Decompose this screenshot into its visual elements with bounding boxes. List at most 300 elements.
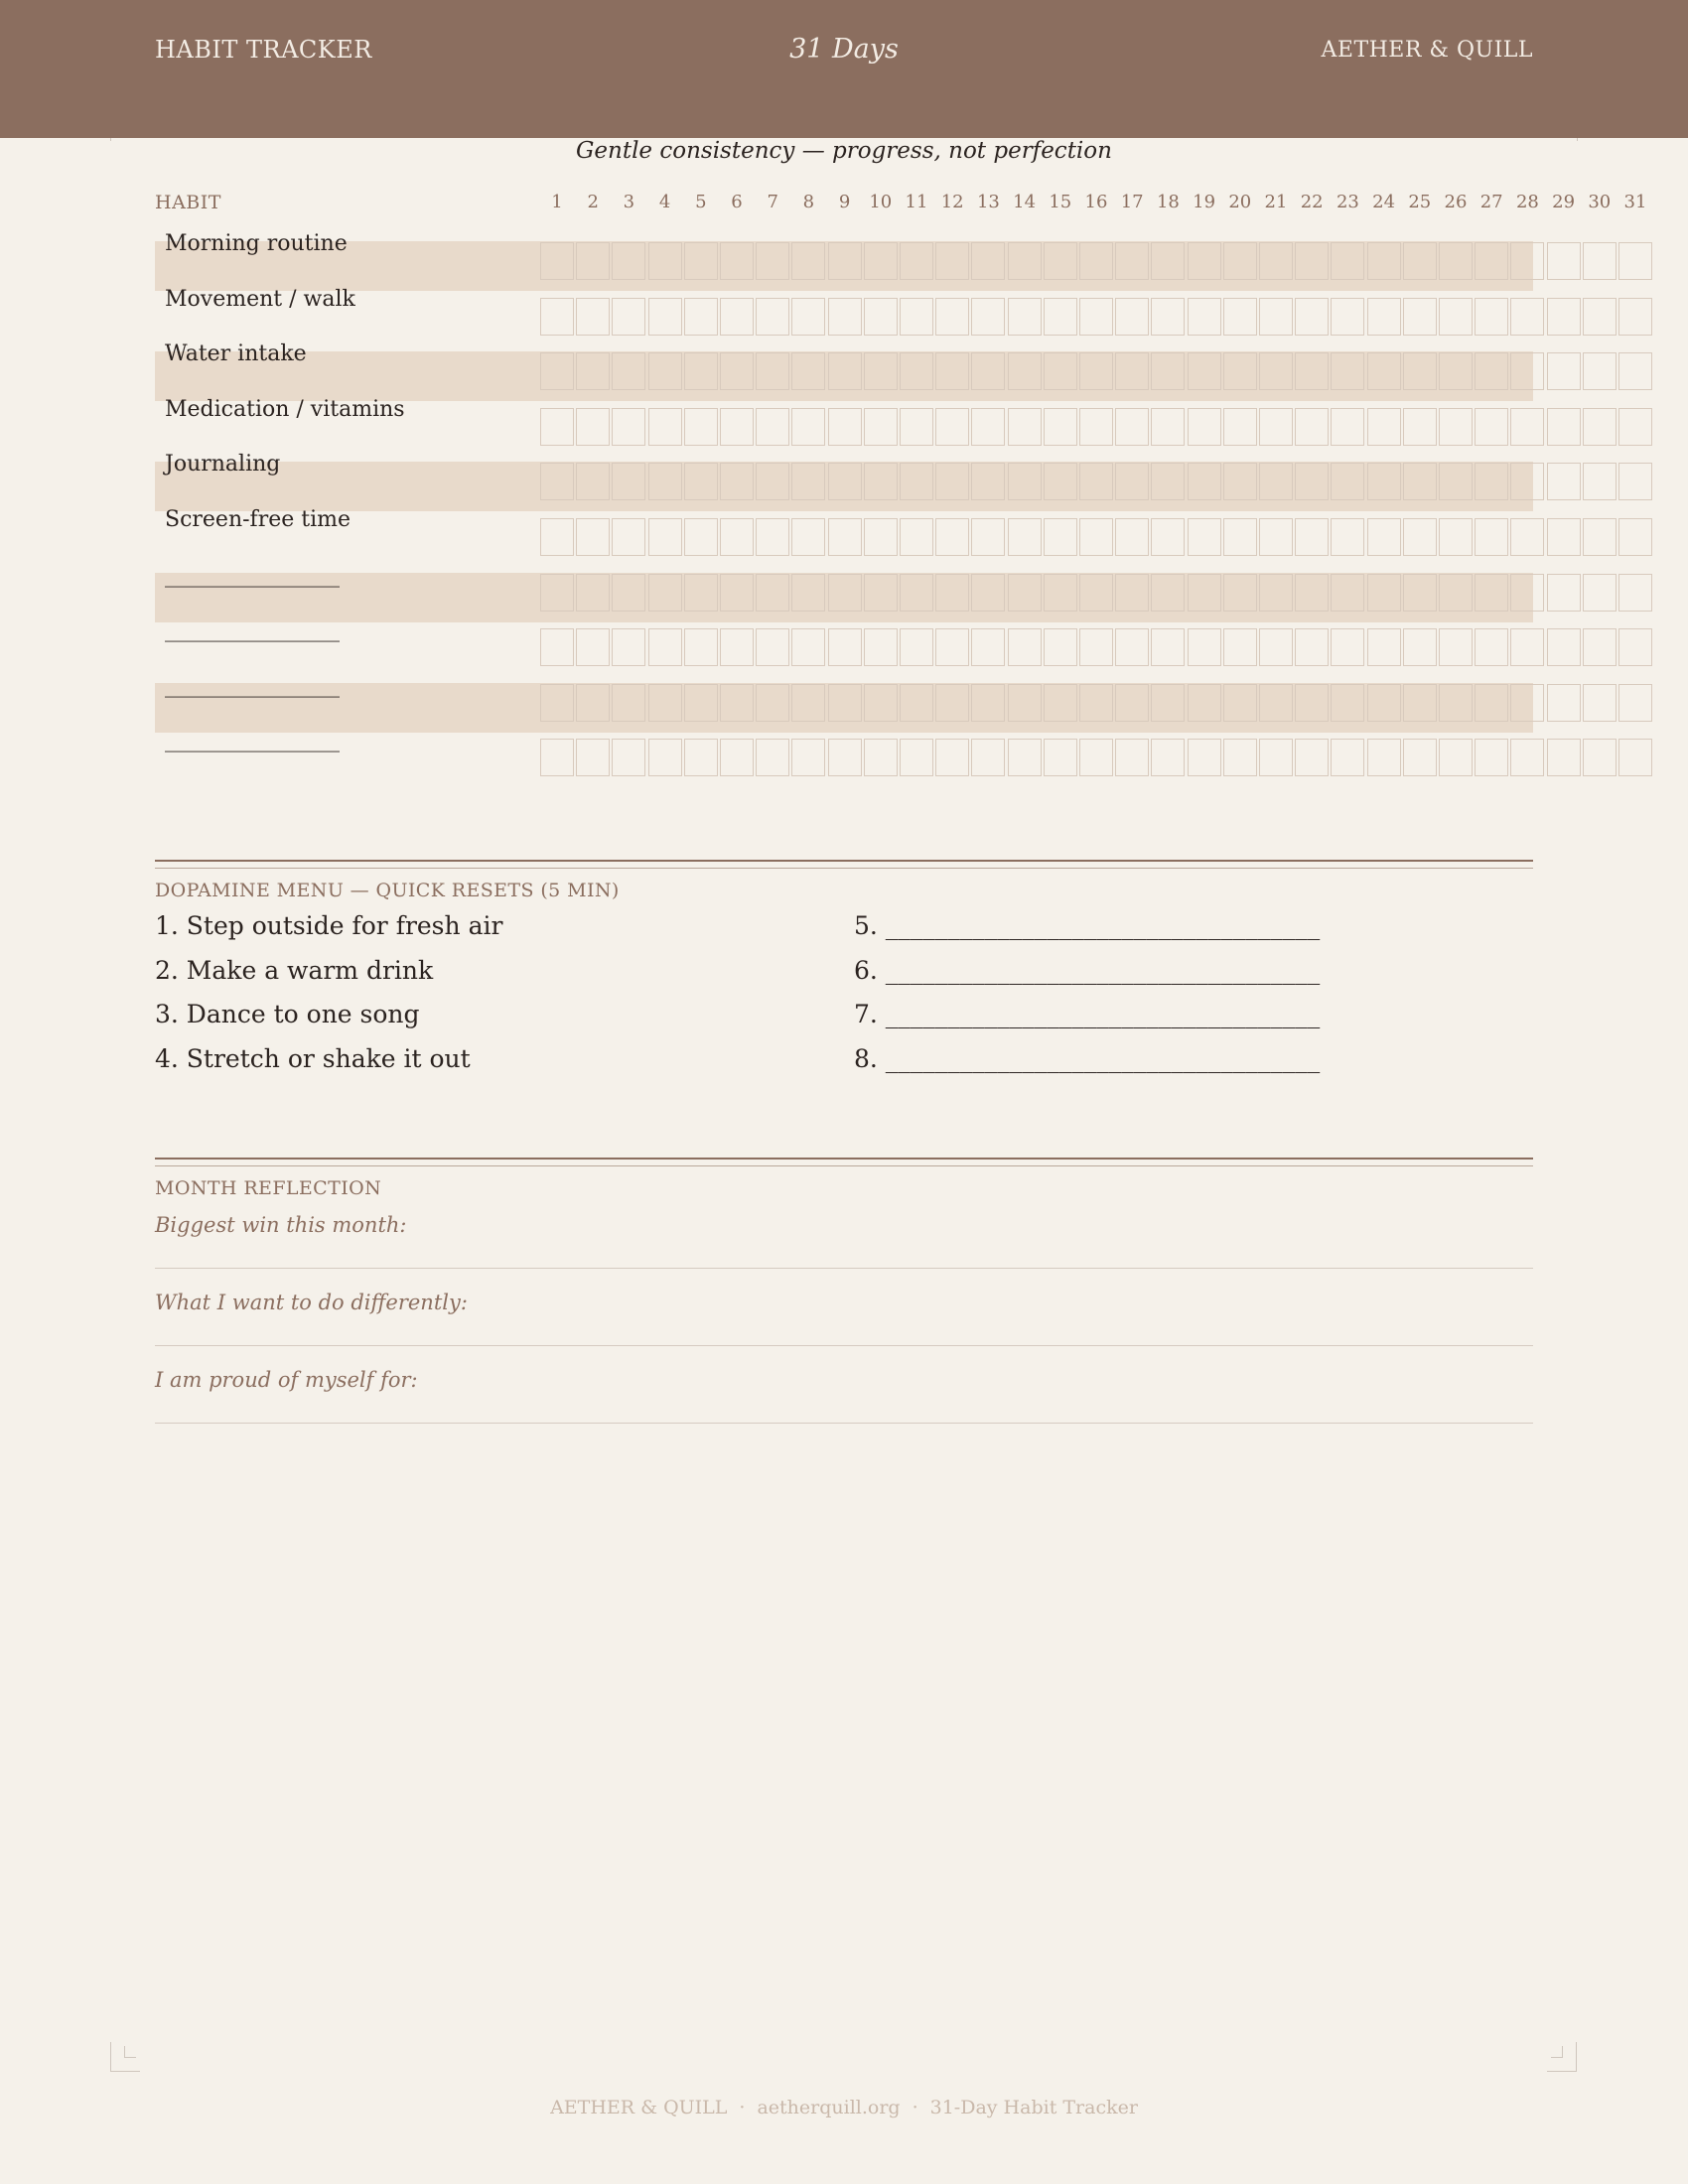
habit-checkbox-cell[interactable] [1439, 574, 1473, 612]
habit-checkbox-cell[interactable] [971, 298, 1005, 336]
habit-checkbox-cell[interactable] [1295, 352, 1329, 390]
habit-checkbox-cell[interactable] [1618, 352, 1652, 390]
habit-checkbox-cell[interactable] [828, 298, 862, 336]
habit-checkbox-cell[interactable] [1583, 684, 1617, 722]
habit-checkbox-cell[interactable] [540, 408, 574, 446]
habit-checkbox-cell[interactable] [1439, 463, 1473, 500]
habit-checkbox-cell[interactable] [1223, 739, 1257, 776]
habit-checkbox-cell[interactable] [971, 463, 1005, 500]
habit-checkbox-cell[interactable] [1259, 574, 1293, 612]
habit-checkbox-cell[interactable] [971, 352, 1005, 390]
habit-checkbox-cell[interactable] [1188, 463, 1221, 500]
habit-checkbox-cell[interactable] [1223, 518, 1257, 556]
habit-checkbox-cell[interactable] [1151, 298, 1185, 336]
habit-checkbox-cell[interactable] [720, 242, 754, 280]
habit-checkbox-cell[interactable] [1510, 352, 1544, 390]
habit-checkbox-cell[interactable] [1188, 628, 1221, 666]
habit-checkbox-cell[interactable] [1295, 684, 1329, 722]
habit-checkbox-cell[interactable] [1115, 739, 1149, 776]
habit-checkbox-cell[interactable] [1079, 298, 1113, 336]
habit-checkbox-cell[interactable] [791, 739, 825, 776]
habit-checkbox-cell[interactable] [935, 574, 969, 612]
habit-checkbox-cell[interactable] [828, 408, 862, 446]
habit-checkbox-cell[interactable] [1331, 628, 1364, 666]
habit-checkbox-cell[interactable] [1475, 408, 1508, 446]
habit-checkbox-cell[interactable] [1331, 408, 1364, 446]
habit-checkbox-cell[interactable] [1475, 574, 1508, 612]
habit-checkbox-cell[interactable] [648, 518, 682, 556]
habit-checkbox-cell[interactable] [1439, 628, 1473, 666]
habit-checkbox-cell[interactable] [1618, 518, 1652, 556]
habit-checkbox-cell[interactable] [900, 242, 933, 280]
habit-checkbox-cell[interactable] [576, 352, 610, 390]
habit-checkbox-cell[interactable] [612, 684, 645, 722]
habit-checkbox-cell[interactable] [540, 352, 574, 390]
habit-checkbox-cell[interactable] [648, 684, 682, 722]
habit-checkbox-cell[interactable] [828, 518, 862, 556]
habit-checkbox-cell[interactable] [1618, 739, 1652, 776]
habit-checkbox-cell[interactable] [935, 298, 969, 336]
habit-checkbox-cell[interactable] [756, 628, 789, 666]
habit-checkbox-cell[interactable] [1079, 463, 1113, 500]
habit-checkbox-cell[interactable] [576, 684, 610, 722]
habit-checkbox-cell[interactable] [612, 739, 645, 776]
habit-checkbox-cell[interactable] [576, 408, 610, 446]
habit-checkbox-cell[interactable] [1403, 408, 1437, 446]
habit-checkbox-cell[interactable] [684, 408, 718, 446]
habit-checkbox-cell[interactable] [1223, 408, 1257, 446]
habit-checkbox-cell[interactable] [720, 684, 754, 722]
habit-checkbox-cell[interactable] [1259, 298, 1293, 336]
habit-checkbox-cell[interactable] [1115, 518, 1149, 556]
habit-checkbox-cell[interactable] [791, 408, 825, 446]
habit-checkbox-cell[interactable] [1008, 463, 1042, 500]
habit-checkbox-cell[interactable] [1439, 242, 1473, 280]
habit-checkbox-cell[interactable] [576, 739, 610, 776]
habit-checkbox-cell[interactable] [1151, 628, 1185, 666]
habit-checkbox-cell[interactable] [684, 684, 718, 722]
habit-checkbox-cell[interactable] [1044, 518, 1077, 556]
habit-checkbox-cell[interactable] [1079, 574, 1113, 612]
habit-checkbox-cell[interactable] [1475, 684, 1508, 722]
habit-checkbox-cell[interactable] [1188, 739, 1221, 776]
habit-checkbox-cell[interactable] [1403, 628, 1437, 666]
habit-checkbox-cell[interactable] [1151, 408, 1185, 446]
habit-checkbox-cell[interactable] [540, 518, 574, 556]
habit-checkbox-cell[interactable] [828, 684, 862, 722]
habit-checkbox-cell[interactable] [540, 684, 574, 722]
habit-checkbox-cell[interactable] [1403, 242, 1437, 280]
habit-checkbox-cell[interactable] [1475, 352, 1508, 390]
habit-checkbox-cell[interactable] [935, 739, 969, 776]
habit-checkbox-cell[interactable] [864, 684, 898, 722]
habit-checkbox-cell[interactable] [1618, 684, 1652, 722]
habit-checkbox-cell[interactable] [1008, 408, 1042, 446]
habit-checkbox-cell[interactable] [1259, 242, 1293, 280]
habit-checkbox-cell[interactable] [935, 352, 969, 390]
habit-checkbox-cell[interactable] [828, 242, 862, 280]
habit-checkbox-cell[interactable] [1259, 684, 1293, 722]
habit-checkbox-cell[interactable] [684, 518, 718, 556]
habit-checkbox-cell[interactable] [1510, 684, 1544, 722]
habit-checkbox-cell[interactable] [612, 352, 645, 390]
habit-checkbox-cell[interactable] [864, 242, 898, 280]
habit-checkbox-cell[interactable] [864, 518, 898, 556]
habit-checkbox-cell[interactable] [1259, 463, 1293, 500]
habit-checkbox-cell[interactable] [1188, 242, 1221, 280]
habit-checkbox-cell[interactable] [720, 518, 754, 556]
habit-checkbox-cell[interactable] [1331, 684, 1364, 722]
habit-checkbox-cell[interactable] [791, 242, 825, 280]
habit-checkbox-cell[interactable] [1510, 463, 1544, 500]
habit-checkbox-cell[interactable] [612, 463, 645, 500]
habit-checkbox-cell[interactable] [1475, 463, 1508, 500]
habit-checkbox-cell[interactable] [684, 242, 718, 280]
habit-checkbox-cell[interactable] [1475, 298, 1508, 336]
habit-checkbox-cell[interactable] [1044, 408, 1077, 446]
habit-checkbox-cell[interactable] [1583, 298, 1617, 336]
habit-checkbox-cell[interactable] [1188, 518, 1221, 556]
habit-checkbox-cell[interactable] [648, 408, 682, 446]
habit-checkbox-cell[interactable] [1079, 518, 1113, 556]
habit-checkbox-cell[interactable] [684, 352, 718, 390]
habit-checkbox-cell[interactable] [756, 352, 789, 390]
habit-checkbox-cell[interactable] [1188, 574, 1221, 612]
habit-checkbox-cell[interactable] [900, 739, 933, 776]
habit-checkbox-cell[interactable] [1510, 739, 1544, 776]
habit-checkbox-cell[interactable] [648, 574, 682, 612]
habit-checkbox-cell[interactable] [1115, 408, 1149, 446]
habit-checkbox-cell[interactable] [1583, 352, 1617, 390]
habit-checkbox-cell[interactable] [1044, 242, 1077, 280]
habit-checkbox-cell[interactable] [1259, 408, 1293, 446]
habit-checkbox-cell[interactable] [612, 628, 645, 666]
habit-checkbox-cell[interactable] [828, 574, 862, 612]
dopamine-menu-blank-item[interactable]: 6. ___________________________________ [854, 955, 1321, 985]
habit-checkbox-cell[interactable] [1547, 298, 1581, 336]
habit-checkbox-cell[interactable] [1151, 463, 1185, 500]
habit-checkbox-cell[interactable] [684, 739, 718, 776]
habit-checkbox-cell[interactable] [971, 684, 1005, 722]
habit-checkbox-cell[interactable] [791, 628, 825, 666]
habit-checkbox-cell[interactable] [935, 242, 969, 280]
habit-checkbox-cell[interactable] [576, 298, 610, 336]
habit-checkbox-cell[interactable] [1008, 518, 1042, 556]
habit-checkbox-cell[interactable] [1044, 684, 1077, 722]
reflection-writing-line[interactable] [155, 1268, 1533, 1269]
habit-checkbox-cell[interactable] [648, 628, 682, 666]
habit-checkbox-cell[interactable] [1618, 408, 1652, 446]
habit-checkbox-cell[interactable] [1547, 628, 1581, 666]
habit-checkbox-cell[interactable] [1079, 628, 1113, 666]
habit-checkbox-cell[interactable] [1583, 242, 1617, 280]
habit-checkbox-cell[interactable] [1547, 574, 1581, 612]
habit-checkbox-cell[interactable] [1079, 242, 1113, 280]
habit-checkbox-cell[interactable] [1439, 684, 1473, 722]
habit-checkbox-cell[interactable] [1403, 518, 1437, 556]
habit-checkbox-cell[interactable] [1079, 684, 1113, 722]
habit-checkbox-cell[interactable] [576, 518, 610, 556]
habit-checkbox-cell[interactable] [720, 463, 754, 500]
habit-checkbox-cell[interactable] [828, 739, 862, 776]
habit-checkbox-cell[interactable] [1008, 574, 1042, 612]
habit-checkbox-cell[interactable] [1547, 242, 1581, 280]
habit-checkbox-cell[interactable] [1618, 574, 1652, 612]
habit-checkbox-cell[interactable] [1223, 463, 1257, 500]
habit-checkbox-cell[interactable] [1259, 628, 1293, 666]
habit-checkbox-cell[interactable] [971, 518, 1005, 556]
habit-checkbox-cell[interactable] [1151, 242, 1185, 280]
habit-checkbox-cell[interactable] [720, 628, 754, 666]
habit-checkbox-cell[interactable] [1403, 684, 1437, 722]
habit-checkbox-cell[interactable] [791, 352, 825, 390]
habit-checkbox-cell[interactable] [1510, 518, 1544, 556]
habit-checkbox-cell[interactable] [756, 739, 789, 776]
habit-checkbox-cell[interactable] [1439, 298, 1473, 336]
habit-checkbox-cell[interactable] [864, 352, 898, 390]
habit-checkbox-cell[interactable] [1223, 628, 1257, 666]
habit-checkbox-cell[interactable] [1367, 298, 1401, 336]
habit-checkbox-cell[interactable] [791, 518, 825, 556]
habit-checkbox-cell[interactable] [720, 574, 754, 612]
habit-checkbox-cell[interactable] [1367, 628, 1401, 666]
habit-checkbox-cell[interactable] [1618, 298, 1652, 336]
habit-checkbox-cell[interactable] [935, 684, 969, 722]
habit-checkbox-cell[interactable] [900, 298, 933, 336]
habit-checkbox-cell[interactable] [720, 739, 754, 776]
habit-checkbox-cell[interactable] [1223, 242, 1257, 280]
habit-checkbox-cell[interactable] [540, 298, 574, 336]
habit-checkbox-cell[interactable] [1295, 739, 1329, 776]
habit-checkbox-cell[interactable] [1331, 298, 1364, 336]
habit-checkbox-cell[interactable] [1331, 574, 1364, 612]
habit-checkbox-cell[interactable] [1583, 574, 1617, 612]
habit-checkbox-cell[interactable] [1547, 352, 1581, 390]
habit-checkbox-cell[interactable] [540, 628, 574, 666]
habit-checkbox-cell[interactable] [1583, 739, 1617, 776]
habit-checkbox-cell[interactable] [756, 518, 789, 556]
habit-checkbox-cell[interactable] [1547, 463, 1581, 500]
habit-checkbox-cell[interactable] [756, 298, 789, 336]
habit-checkbox-cell[interactable] [1008, 242, 1042, 280]
habit-checkbox-cell[interactable] [1439, 518, 1473, 556]
habit-checkbox-cell[interactable] [1547, 684, 1581, 722]
habit-checkbox-cell[interactable] [1403, 739, 1437, 776]
habit-checkbox-cell[interactable] [1475, 628, 1508, 666]
habit-checkbox-cell[interactable] [828, 463, 862, 500]
habit-checkbox-cell[interactable] [1188, 684, 1221, 722]
habit-checkbox-cell[interactable] [576, 628, 610, 666]
habit-checkbox-cell[interactable] [1115, 352, 1149, 390]
habit-checkbox-cell[interactable] [1475, 739, 1508, 776]
habit-checkbox-cell[interactable] [648, 298, 682, 336]
habit-checkbox-cell[interactable] [1367, 463, 1401, 500]
habit-checkbox-cell[interactable] [1259, 739, 1293, 776]
habit-checkbox-cell[interactable] [684, 463, 718, 500]
habit-checkbox-cell[interactable] [1295, 463, 1329, 500]
habit-checkbox-cell[interactable] [1044, 574, 1077, 612]
habit-checkbox-cell[interactable] [1044, 628, 1077, 666]
habit-checkbox-cell[interactable] [1475, 242, 1508, 280]
habit-checkbox-cell[interactable] [1223, 574, 1257, 612]
habit-checkbox-cell[interactable] [1367, 408, 1401, 446]
habit-checkbox-cell[interactable] [1295, 574, 1329, 612]
habit-checkbox-cell[interactable] [1115, 242, 1149, 280]
habit-checkbox-cell[interactable] [576, 574, 610, 612]
habit-checkbox-cell[interactable] [1115, 628, 1149, 666]
habit-checkbox-cell[interactable] [720, 298, 754, 336]
habit-checkbox-cell[interactable] [900, 463, 933, 500]
habit-checkbox-cell[interactable] [1367, 352, 1401, 390]
habit-checkbox-cell[interactable] [648, 463, 682, 500]
habit-checkbox-cell[interactable] [791, 298, 825, 336]
habit-checkbox-cell[interactable] [1188, 352, 1221, 390]
habit-checkbox-cell[interactable] [900, 408, 933, 446]
habit-checkbox-cell[interactable] [1295, 518, 1329, 556]
habit-checkbox-cell[interactable] [971, 574, 1005, 612]
habit-checkbox-cell[interactable] [576, 242, 610, 280]
habit-checkbox-cell[interactable] [1403, 298, 1437, 336]
habit-checkbox-cell[interactable] [900, 352, 933, 390]
habit-checkbox-cell[interactable] [1618, 628, 1652, 666]
habit-checkbox-cell[interactable] [1367, 242, 1401, 280]
habit-checkbox-cell[interactable] [828, 352, 862, 390]
habit-checkbox-cell[interactable] [1223, 298, 1257, 336]
habit-checkbox-cell[interactable] [1151, 684, 1185, 722]
habit-checkbox-cell[interactable] [1547, 518, 1581, 556]
habit-checkbox-cell[interactable] [720, 408, 754, 446]
habit-checkbox-cell[interactable] [864, 408, 898, 446]
habit-checkbox-cell[interactable] [648, 352, 682, 390]
habit-checkbox-cell[interactable] [1547, 739, 1581, 776]
dopamine-menu-blank-item[interactable]: 5. ___________________________________ [854, 911, 1321, 940]
habit-checkbox-cell[interactable] [864, 298, 898, 336]
habit-checkbox-cell[interactable] [864, 739, 898, 776]
habit-checkbox-cell[interactable] [1008, 739, 1042, 776]
habit-checkbox-cell[interactable] [971, 242, 1005, 280]
reflection-writing-line[interactable] [155, 1423, 1533, 1424]
habit-checkbox-cell[interactable] [540, 574, 574, 612]
habit-checkbox-cell[interactable] [1295, 298, 1329, 336]
habit-checkbox-cell[interactable] [1367, 684, 1401, 722]
habit-checkbox-cell[interactable] [1151, 352, 1185, 390]
habit-checkbox-cell[interactable] [1044, 739, 1077, 776]
habit-checkbox-cell[interactable] [1403, 463, 1437, 500]
habit-checkbox-cell[interactable] [1151, 739, 1185, 776]
habit-checkbox-cell[interactable] [1295, 242, 1329, 280]
habit-checkbox-cell[interactable] [828, 628, 862, 666]
habit-checkbox-cell[interactable] [1079, 739, 1113, 776]
habit-checkbox-cell[interactable] [1331, 242, 1364, 280]
habit-checkbox-cell[interactable] [648, 242, 682, 280]
habit-checkbox-cell[interactable] [1295, 408, 1329, 446]
habit-checkbox-cell[interactable] [1151, 518, 1185, 556]
habit-checkbox-cell[interactable] [971, 739, 1005, 776]
habit-checkbox-cell[interactable] [971, 408, 1005, 446]
habit-checkbox-cell[interactable] [1367, 574, 1401, 612]
habit-checkbox-cell[interactable] [1331, 739, 1364, 776]
habit-checkbox-cell[interactable] [971, 628, 1005, 666]
habit-checkbox-cell[interactable] [1295, 628, 1329, 666]
habit-checkbox-cell[interactable] [1475, 518, 1508, 556]
habit-checkbox-cell[interactable] [612, 518, 645, 556]
habit-checkbox-cell[interactable] [791, 684, 825, 722]
habit-checkbox-cell[interactable] [1008, 352, 1042, 390]
habit-checkbox-cell[interactable] [1115, 574, 1149, 612]
habit-checkbox-cell[interactable] [612, 298, 645, 336]
habit-checkbox-cell[interactable] [935, 463, 969, 500]
habit-checkbox-cell[interactable] [720, 352, 754, 390]
habit-checkbox-cell[interactable] [1223, 352, 1257, 390]
habit-checkbox-cell[interactable] [1115, 298, 1149, 336]
habit-checkbox-cell[interactable] [1510, 628, 1544, 666]
habit-checkbox-cell[interactable] [900, 684, 933, 722]
habit-checkbox-cell[interactable] [935, 408, 969, 446]
habit-checkbox-cell[interactable] [900, 574, 933, 612]
habit-checkbox-cell[interactable] [1439, 739, 1473, 776]
habit-checkbox-cell[interactable] [1331, 463, 1364, 500]
habit-checkbox-cell[interactable] [540, 739, 574, 776]
habit-checkbox-cell[interactable] [1403, 352, 1437, 390]
habit-checkbox-cell[interactable] [1151, 574, 1185, 612]
habit-checkbox-cell[interactable] [1044, 352, 1077, 390]
habit-checkbox-cell[interactable] [935, 628, 969, 666]
habit-checkbox-cell[interactable] [1583, 518, 1617, 556]
habit-checkbox-cell[interactable] [1618, 242, 1652, 280]
habit-checkbox-cell[interactable] [1331, 518, 1364, 556]
habit-checkbox-cell[interactable] [1367, 518, 1401, 556]
habit-checkbox-cell[interactable] [1044, 463, 1077, 500]
habit-checkbox-cell[interactable] [612, 408, 645, 446]
habit-checkbox-cell[interactable] [864, 574, 898, 612]
habit-checkbox-cell[interactable] [1439, 408, 1473, 446]
habit-checkbox-cell[interactable] [1583, 408, 1617, 446]
habit-checkbox-cell[interactable] [756, 463, 789, 500]
habit-checkbox-cell[interactable] [684, 298, 718, 336]
habit-checkbox-cell[interactable] [1115, 463, 1149, 500]
habit-checkbox-cell[interactable] [1115, 684, 1149, 722]
habit-checkbox-cell[interactable] [1008, 684, 1042, 722]
habit-checkbox-cell[interactable] [576, 463, 610, 500]
habit-checkbox-cell[interactable] [1403, 574, 1437, 612]
habit-checkbox-cell[interactable] [1547, 408, 1581, 446]
habit-checkbox-cell[interactable] [1079, 352, 1113, 390]
habit-checkbox-cell[interactable] [1510, 242, 1544, 280]
habit-checkbox-cell[interactable] [1510, 574, 1544, 612]
habit-checkbox-cell[interactable] [1331, 352, 1364, 390]
habit-checkbox-cell[interactable] [612, 574, 645, 612]
reflection-writing-line[interactable] [155, 1345, 1533, 1346]
habit-checkbox-cell[interactable] [791, 463, 825, 500]
dopamine-menu-blank-item[interactable]: 7. ___________________________________ [854, 1000, 1321, 1028]
habit-checkbox-cell[interactable] [900, 628, 933, 666]
habit-checkbox-cell[interactable] [648, 739, 682, 776]
habit-checkbox-cell[interactable] [684, 628, 718, 666]
habit-checkbox-cell[interactable] [540, 463, 574, 500]
habit-checkbox-cell[interactable] [1259, 518, 1293, 556]
habit-checkbox-cell[interactable] [1367, 739, 1401, 776]
habit-checkbox-cell[interactable] [1008, 628, 1042, 666]
habit-checkbox-cell[interactable] [756, 408, 789, 446]
habit-checkbox-cell[interactable] [1008, 298, 1042, 336]
habit-checkbox-cell[interactable] [1583, 463, 1617, 500]
habit-checkbox-cell[interactable] [791, 574, 825, 612]
habit-checkbox-cell[interactable] [900, 518, 933, 556]
habit-checkbox-cell[interactable] [1223, 684, 1257, 722]
habit-checkbox-cell[interactable] [756, 574, 789, 612]
habit-checkbox-cell[interactable] [1188, 298, 1221, 336]
habit-checkbox-cell[interactable] [1510, 408, 1544, 446]
